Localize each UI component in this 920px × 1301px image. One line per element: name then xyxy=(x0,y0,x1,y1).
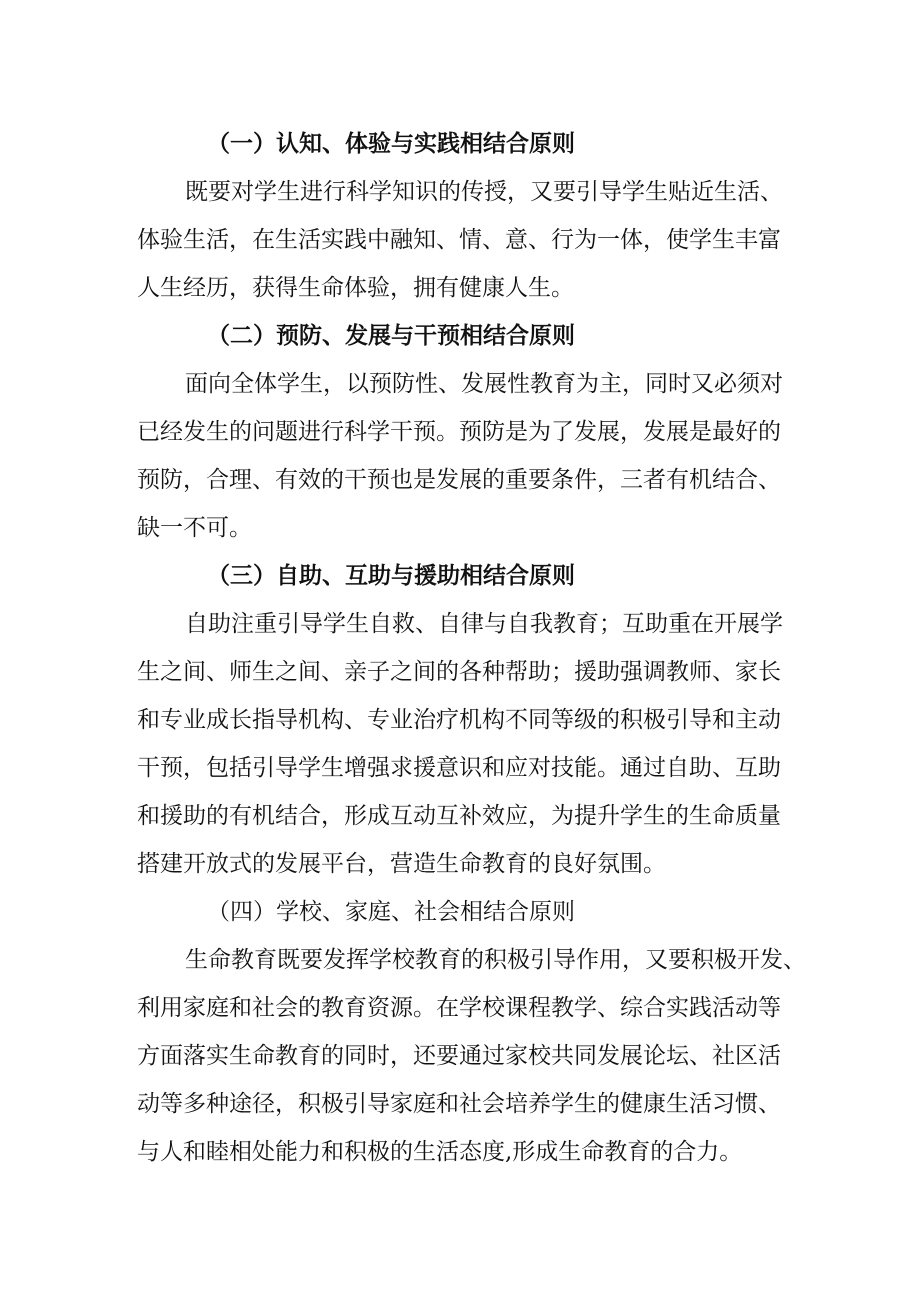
paragraph-line: 方面落实生命教育的同时，还要通过家校共同发展论坛、社区活 xyxy=(137,1043,781,1069)
paragraph-line: 生之间、师生之间、亲子之间的各种帮助；援助强调教师、家长 xyxy=(137,659,781,685)
paragraph-line: 和援助的有机结合，形成互动互补效应，为提升学生的生命质量 xyxy=(137,803,781,829)
paragraph-line: 预防，合理、有效的干预也是发展的重要条件，三者有机结合、 xyxy=(137,467,781,493)
paragraph-line: 自助注重引导学生自救、自律与自我教育；互助重在开展学 xyxy=(185,611,783,637)
paragraph-line: 利用家庭和社会的教育资源。在学校课程教学、综合实践活动等 xyxy=(137,995,781,1021)
paragraph-line: 已经发生的问题进行科学干预。预防是为了发展，发展是最好的 xyxy=(137,419,781,445)
paragraph-line: 与人和睦相处能力和积极的生活态度,形成生命教育的合力。 xyxy=(137,1139,743,1165)
paragraph-line: 缺一不可。 xyxy=(137,515,252,541)
paragraph-line: 面向全体学生，以预防性、发展性教育为主，同时又必须对 xyxy=(185,371,783,397)
paragraph-line: 动等多种途径，积极引导家庭和社会培养学生的健康生活习惯、 xyxy=(137,1091,781,1117)
paragraph-line: 干预，包括引导学生增强求援意识和应对技能。通过自助、互助 xyxy=(137,755,781,781)
paragraph-line: 和专业成长指导机构、专业治疗机构不同等级的积极引导和主动 xyxy=(137,707,781,733)
section-heading-3: （三）自助、互助与援助相结合原则 xyxy=(207,563,575,589)
paragraph-line: 生命教育既要发挥学校教育的积极引导作用，又要积极开发、 xyxy=(185,947,806,973)
paragraph-line: 人生经历，获得生命体验，拥有健康人生。 xyxy=(137,275,574,301)
section-heading-1: （一）认知、体验与实践相结合原则 xyxy=(207,131,575,157)
paragraph-line: 既要对学生进行科学知识的传授，又要引导学生贴近生活、 xyxy=(185,179,783,205)
section-heading-2: （二）预防、发展与干预相结合原则 xyxy=(207,323,575,349)
paragraph-line: 体验生活，在生活实践中融知、情、意、行为一体，使学生丰富 xyxy=(137,227,781,253)
section-heading-4: （四）学校、家庭、社会相结合原则 xyxy=(207,899,575,925)
paragraph-line: 搭建开放式的发展平台，营造生命教育的良好氛围。 xyxy=(137,851,666,877)
